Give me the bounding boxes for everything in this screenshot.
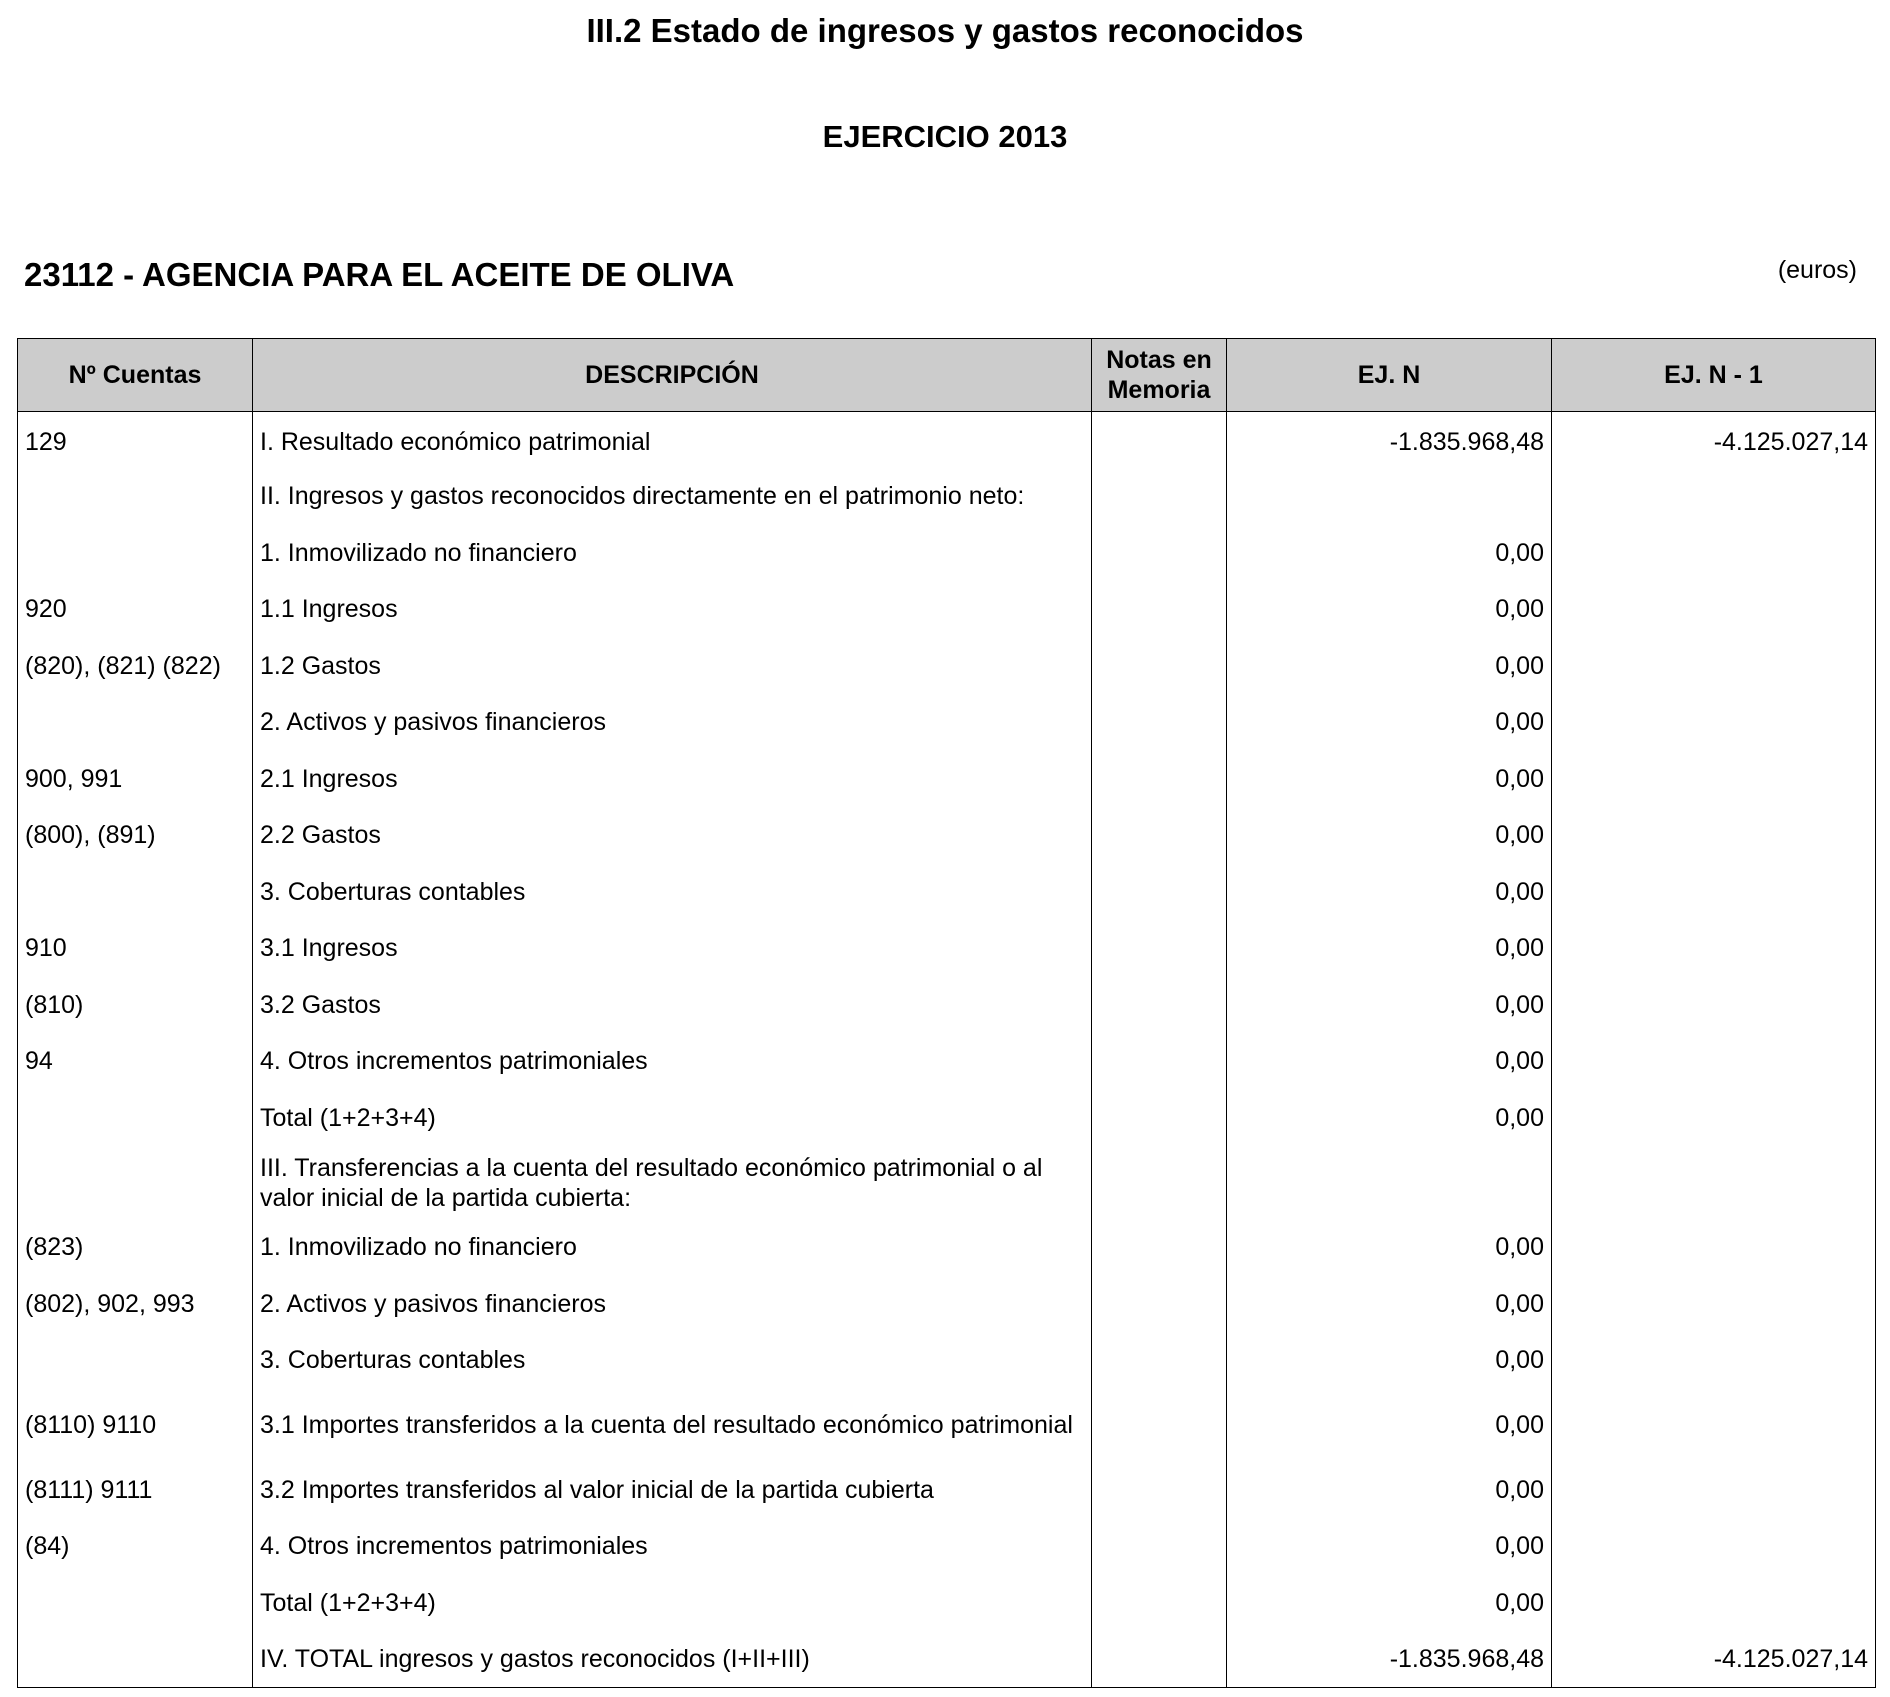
header-previous-year: EJ. N - 1 bbox=[1552, 339, 1876, 412]
previous-year-cell bbox=[1552, 920, 1876, 977]
account-cell: 94 bbox=[18, 1033, 253, 1090]
description-cell: 1. Inmovilizado no financiero bbox=[253, 525, 1092, 582]
account-cell bbox=[18, 1332, 253, 1389]
current-year-cell: 0,00 bbox=[1227, 1033, 1552, 1090]
description-cell: 3.2 Importes transferidos al valor inicial de la partida cubierta bbox=[253, 1462, 1092, 1519]
previous-year-cell bbox=[1552, 525, 1876, 582]
previous-year-cell bbox=[1552, 1389, 1876, 1462]
description-cell: 3.1 Importes transferidos a la cuenta del resultado económico patrimonial bbox=[253, 1389, 1092, 1462]
current-year-cell: 0,00 bbox=[1227, 807, 1552, 864]
previous-year-cell bbox=[1552, 1033, 1876, 1090]
description-cell: 2.1 Ingresos bbox=[253, 751, 1092, 808]
table-row bbox=[18, 1389, 1876, 1462]
notes-cell bbox=[1092, 1462, 1227, 1519]
previous-year-cell bbox=[1552, 468, 1876, 525]
notes-cell bbox=[1092, 864, 1227, 921]
notes-cell bbox=[1092, 1090, 1227, 1147]
account-cell bbox=[18, 468, 253, 525]
notes-cell bbox=[1092, 694, 1227, 751]
previous-year-cell bbox=[1552, 694, 1876, 751]
table-row bbox=[18, 1146, 1876, 1219]
description-cell: 1.2 Gastos bbox=[253, 638, 1092, 695]
notes-cell bbox=[1092, 1276, 1227, 1333]
description-cell: Total (1+2+3+4) bbox=[253, 1090, 1092, 1147]
notes-cell bbox=[1092, 412, 1227, 469]
previous-year-cell bbox=[1552, 1219, 1876, 1276]
previous-year-cell bbox=[1552, 1575, 1876, 1632]
description-cell: 2. Activos y pasivos financieros bbox=[253, 694, 1092, 751]
previous-year-cell bbox=[1552, 1462, 1876, 1519]
account-cell: (823) bbox=[18, 1219, 253, 1276]
table-row bbox=[18, 581, 1876, 638]
notes-cell bbox=[1092, 1631, 1227, 1688]
previous-year-cell: -4.125.027,14 bbox=[1552, 412, 1876, 469]
header-accounts: Nº Cuentas bbox=[18, 339, 253, 412]
table-row bbox=[18, 1631, 1876, 1688]
current-year-cell: 0,00 bbox=[1227, 1090, 1552, 1147]
previous-year-cell bbox=[1552, 807, 1876, 864]
current-year-cell bbox=[1227, 1146, 1552, 1219]
table-row bbox=[18, 1575, 1876, 1632]
description-cell: II. Ingresos y gastos reconocidos directamente en el patrimonio neto: bbox=[253, 468, 1092, 525]
current-year-cell: 0,00 bbox=[1227, 920, 1552, 977]
table-body bbox=[18, 412, 1876, 1688]
entity-title: 23112 - AGENCIA PARA EL ACEITE DE OLIVA bbox=[24, 256, 735, 293]
notes-cell bbox=[1092, 1332, 1227, 1389]
previous-year-cell bbox=[1552, 638, 1876, 695]
previous-year-cell bbox=[1552, 581, 1876, 638]
table-row bbox=[18, 751, 1876, 808]
notes-cell bbox=[1092, 977, 1227, 1034]
previous-year-cell bbox=[1552, 1146, 1876, 1219]
account-cell: 129 bbox=[18, 412, 253, 469]
description-cell: 2. Activos y pasivos financieros bbox=[253, 1276, 1092, 1333]
current-year-cell: 0,00 bbox=[1227, 525, 1552, 582]
description-cell: 3.2 Gastos bbox=[253, 977, 1092, 1034]
table-row bbox=[18, 1518, 1876, 1575]
current-year-cell: -1.835.968,48 bbox=[1227, 1631, 1552, 1688]
notes-cell bbox=[1092, 807, 1227, 864]
table-row bbox=[18, 977, 1876, 1034]
current-year-cell: 0,00 bbox=[1227, 1276, 1552, 1333]
previous-year-cell: -4.125.027,14 bbox=[1552, 1631, 1876, 1688]
previous-year-cell bbox=[1552, 1276, 1876, 1333]
statement-table bbox=[17, 338, 1876, 1688]
previous-year-cell bbox=[1552, 1332, 1876, 1389]
account-cell: 910 bbox=[18, 920, 253, 977]
header-current-year: EJ. N bbox=[1227, 339, 1552, 412]
description-cell: 1.1 Ingresos bbox=[253, 581, 1092, 638]
previous-year-cell bbox=[1552, 1518, 1876, 1575]
current-year-cell: 0,00 bbox=[1227, 1575, 1552, 1632]
header-row bbox=[18, 339, 1876, 412]
account-cell: (810) bbox=[18, 977, 253, 1034]
description-cell: I. Resultado económico patrimonial bbox=[253, 412, 1092, 469]
description-cell: 3. Coberturas contables bbox=[253, 864, 1092, 921]
current-year-cell: 0,00 bbox=[1227, 1518, 1552, 1575]
current-year-cell: 0,00 bbox=[1227, 864, 1552, 921]
previous-year-cell bbox=[1552, 1090, 1876, 1147]
account-cell bbox=[18, 525, 253, 582]
description-cell: Total (1+2+3+4) bbox=[253, 1575, 1092, 1632]
notes-cell bbox=[1092, 1389, 1227, 1462]
notes-cell bbox=[1092, 581, 1227, 638]
previous-year-cell bbox=[1552, 751, 1876, 808]
description-cell: 2.2 Gastos bbox=[253, 807, 1092, 864]
account-cell bbox=[18, 1090, 253, 1147]
current-year-cell: 0,00 bbox=[1227, 977, 1552, 1034]
notes-cell bbox=[1092, 1033, 1227, 1090]
table-row bbox=[18, 1332, 1876, 1389]
account-cell bbox=[18, 1631, 253, 1688]
description-cell: 3. Coberturas contables bbox=[253, 1332, 1092, 1389]
table-header bbox=[18, 339, 1876, 412]
previous-year-cell bbox=[1552, 864, 1876, 921]
header-notes-line2: Memoria bbox=[1107, 376, 1211, 404]
table-row bbox=[18, 468, 1876, 525]
current-year-cell: -1.835.968,48 bbox=[1227, 412, 1552, 469]
table-row bbox=[18, 1462, 1876, 1519]
current-year-cell: 0,00 bbox=[1227, 1219, 1552, 1276]
table-row bbox=[18, 807, 1876, 864]
notes-cell bbox=[1092, 1219, 1227, 1276]
previous-year-cell bbox=[1552, 977, 1876, 1034]
description-cell: III. Transferencias a la cuenta del resultado económico patrimonial o al valor inicial de la partida cubierta: bbox=[253, 1146, 1092, 1219]
account-cell: (8110) 9110 bbox=[18, 1389, 253, 1462]
account-cell: (820), (821) (822) bbox=[18, 638, 253, 695]
notes-cell bbox=[1092, 1575, 1227, 1632]
current-year-cell bbox=[1227, 468, 1552, 525]
current-year-cell: 0,00 bbox=[1227, 751, 1552, 808]
table-row bbox=[18, 1219, 1876, 1276]
table-row bbox=[18, 920, 1876, 977]
account-cell: 900, 991 bbox=[18, 751, 253, 808]
table-row bbox=[18, 694, 1876, 751]
current-year-cell: 0,00 bbox=[1227, 1462, 1552, 1519]
notes-cell bbox=[1092, 638, 1227, 695]
current-year-cell: 0,00 bbox=[1227, 581, 1552, 638]
document-title: III.2 Estado de ingresos y gastos reconocidos bbox=[586, 12, 1304, 49]
notes-cell bbox=[1092, 525, 1227, 582]
account-cell: 920 bbox=[18, 581, 253, 638]
description-cell: 4. Otros incrementos patrimoniales bbox=[253, 1033, 1092, 1090]
account-cell: (84) bbox=[18, 1518, 253, 1575]
units-label: (euros) bbox=[1777, 256, 1857, 284]
notes-cell bbox=[1092, 1518, 1227, 1575]
notes-cell bbox=[1092, 751, 1227, 808]
current-year-cell: 0,00 bbox=[1227, 638, 1552, 695]
header-notes-line1: Notas en bbox=[1106, 346, 1212, 374]
current-year-cell: 0,00 bbox=[1227, 1389, 1552, 1462]
account-cell bbox=[18, 1146, 253, 1219]
table-row bbox=[18, 1090, 1876, 1147]
account-cell bbox=[18, 694, 253, 751]
account-cell: (8111) 9111 bbox=[18, 1462, 253, 1519]
description-cell: 4. Otros incrementos patrimoniales bbox=[253, 1518, 1092, 1575]
current-year-cell: 0,00 bbox=[1227, 694, 1552, 751]
account-cell bbox=[18, 864, 253, 921]
table-row bbox=[18, 638, 1876, 695]
notes-cell bbox=[1092, 1146, 1227, 1219]
table-row bbox=[18, 864, 1876, 921]
account-cell: (800), (891) bbox=[18, 807, 253, 864]
table-row bbox=[18, 1033, 1876, 1090]
account-cell bbox=[18, 1575, 253, 1632]
description-cell: IV. TOTAL ingresos y gastos reconocidos (I+II+III) bbox=[253, 1631, 1092, 1688]
notes-cell bbox=[1092, 920, 1227, 977]
description-cell: 3.1 Ingresos bbox=[253, 920, 1092, 977]
table-row bbox=[18, 412, 1876, 469]
header-notes bbox=[1092, 339, 1227, 412]
table-row bbox=[18, 1276, 1876, 1333]
account-cell: (802), 902, 993 bbox=[18, 1276, 253, 1333]
table-row bbox=[18, 525, 1876, 582]
header-description: DESCRIPCIÓN bbox=[253, 339, 1092, 412]
notes-cell bbox=[1092, 468, 1227, 525]
document-subtitle: EJERCICIO 2013 bbox=[822, 119, 1068, 154]
description-cell: 1. Inmovilizado no financiero bbox=[253, 1219, 1092, 1276]
current-year-cell: 0,00 bbox=[1227, 1332, 1552, 1389]
